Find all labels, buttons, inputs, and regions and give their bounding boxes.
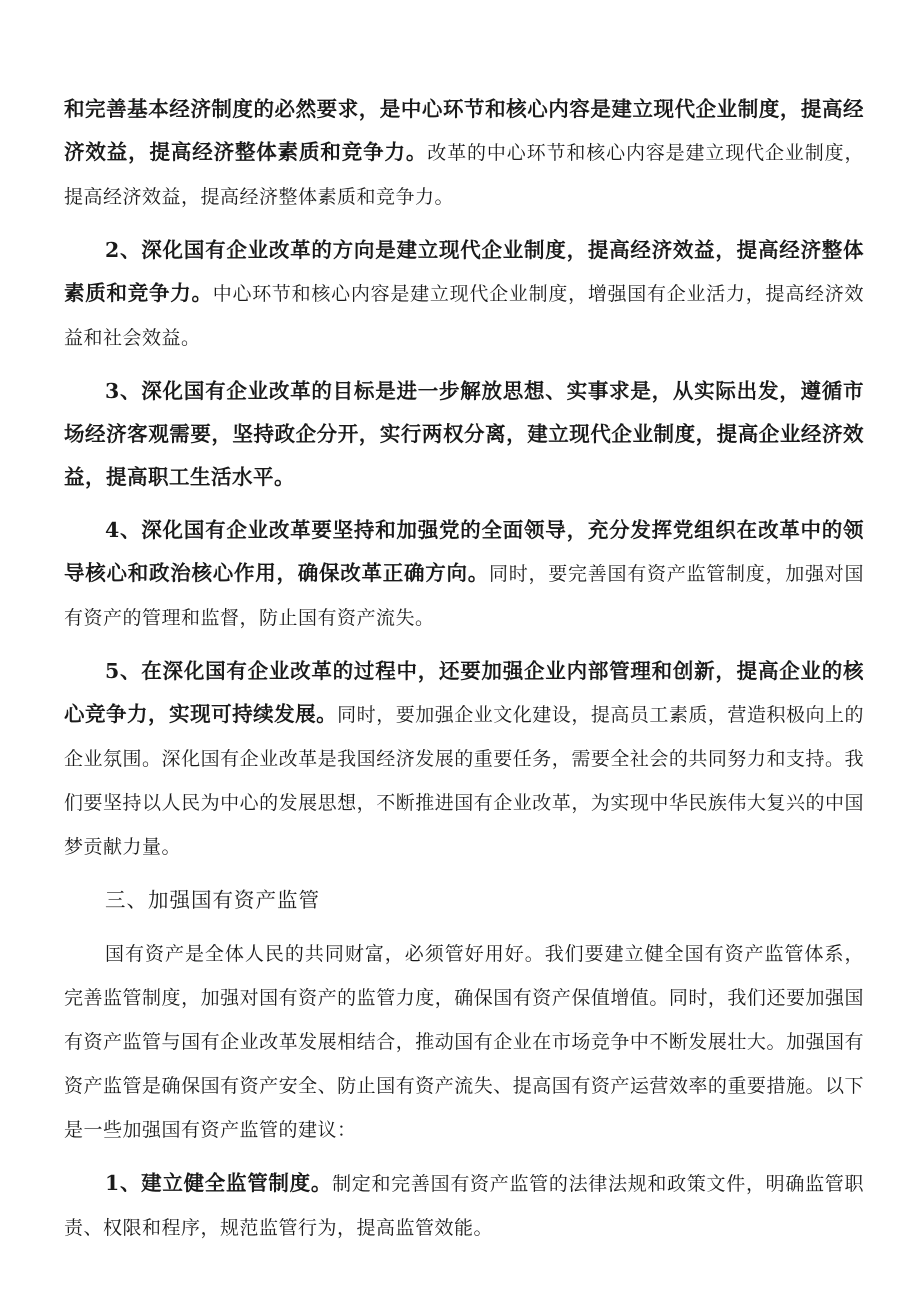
paragraph-emphasis: 4、深化国有企业改革要坚持和加强党的全面领导，充分发挥党组织在改革中的领导核心和政治核心作用，确保改革正确方向。	[64, 518, 864, 585]
paragraph-emphasis: 5、在深化国有企业改革的过程中，还要加强企业内部管理和创新，提高企业的核心竞争力，实现可持续发展。	[64, 659, 864, 726]
paragraph-text: 制定和完善国有资产监管的法律法规和政策文件，明确监管职责、权限和程序，规范监管行为，提高监管效能。	[64, 1173, 864, 1239]
paragraph-text: 中心环节和核心内容是建立现代企业制度，增强国有企业活力，提高经济效益和社会效益。	[64, 283, 864, 349]
section-heading: 三、加强国有资产监管	[105, 888, 320, 912]
section-item-1	[64, 1162, 864, 1250]
paragraph-item-2	[64, 229, 864, 360]
document-body	[64, 88, 864, 1260]
section-intro-paragraph	[64, 932, 864, 1152]
paragraph-emphasis: 和完善基本经济制度的必然要求，是中心环节和核心内容是建立现代企业制度，提高经济效益，提高经济整体素质和竞争力。	[64, 97, 864, 164]
paragraph-emphasis: 2、深化国有企业改革的方向是建立现代企业制度，提高经济效益，提高经济整体素质和竞争力。	[64, 238, 864, 305]
paragraph-continuation	[64, 88, 864, 219]
paragraph-item-5	[64, 650, 864, 869]
paragraph-text: 国有资产是全体人民的共同财富，必须管好用好。我们要建立健全国有资产监管体系，完善监管制度，加强对国有资产的监管力度，确保国有资产保值增值。同时，我们还要加强国有资产监管与国有企业改革发展相结合，推动国有企业在市场竞争中不断发展壮大。加强国有资产监管是确保国有资产安全、防止国有资产流失、提高国有资产运营效率的重要措施。以下是一些加强国有资产监管的建议：	[64, 943, 864, 1141]
paragraph-emphasis: 1、建立健全监管制度。	[105, 1171, 333, 1195]
paragraph-text: 同时，要加强企业文化建设，提高员工素质，营造积极向上的企业氛围。深化国有企业改革是我国经济发展的重要任务，需要全社会的共同努力和支持。我们要坚持以人民为中心的发展思想，不断推进国有企业改革，为实现中华民族伟大复兴的中国梦贡献力量。	[64, 704, 864, 858]
paragraph-emphasis: 3、深化国有企业改革的目标是进一步解放思想、实事求是，从实际出发，遵循市场经济客观需要，坚持政企分开，实行两权分离，建立现代企业制度，提高企业经济效益，提高职工生活水平。	[64, 379, 864, 489]
paragraph-item-3	[64, 370, 864, 499]
paragraph-item-4	[64, 509, 864, 640]
paragraph-text: 改革的中心环节和核心内容是建立现代企业制度，提高经济效益，提高经济整体素质和竞争力。	[64, 142, 864, 208]
paragraph-text: 同时，要完善国有资产监管制度，加强对国有资产的管理和监督，防止国有资产流失。	[64, 563, 864, 629]
